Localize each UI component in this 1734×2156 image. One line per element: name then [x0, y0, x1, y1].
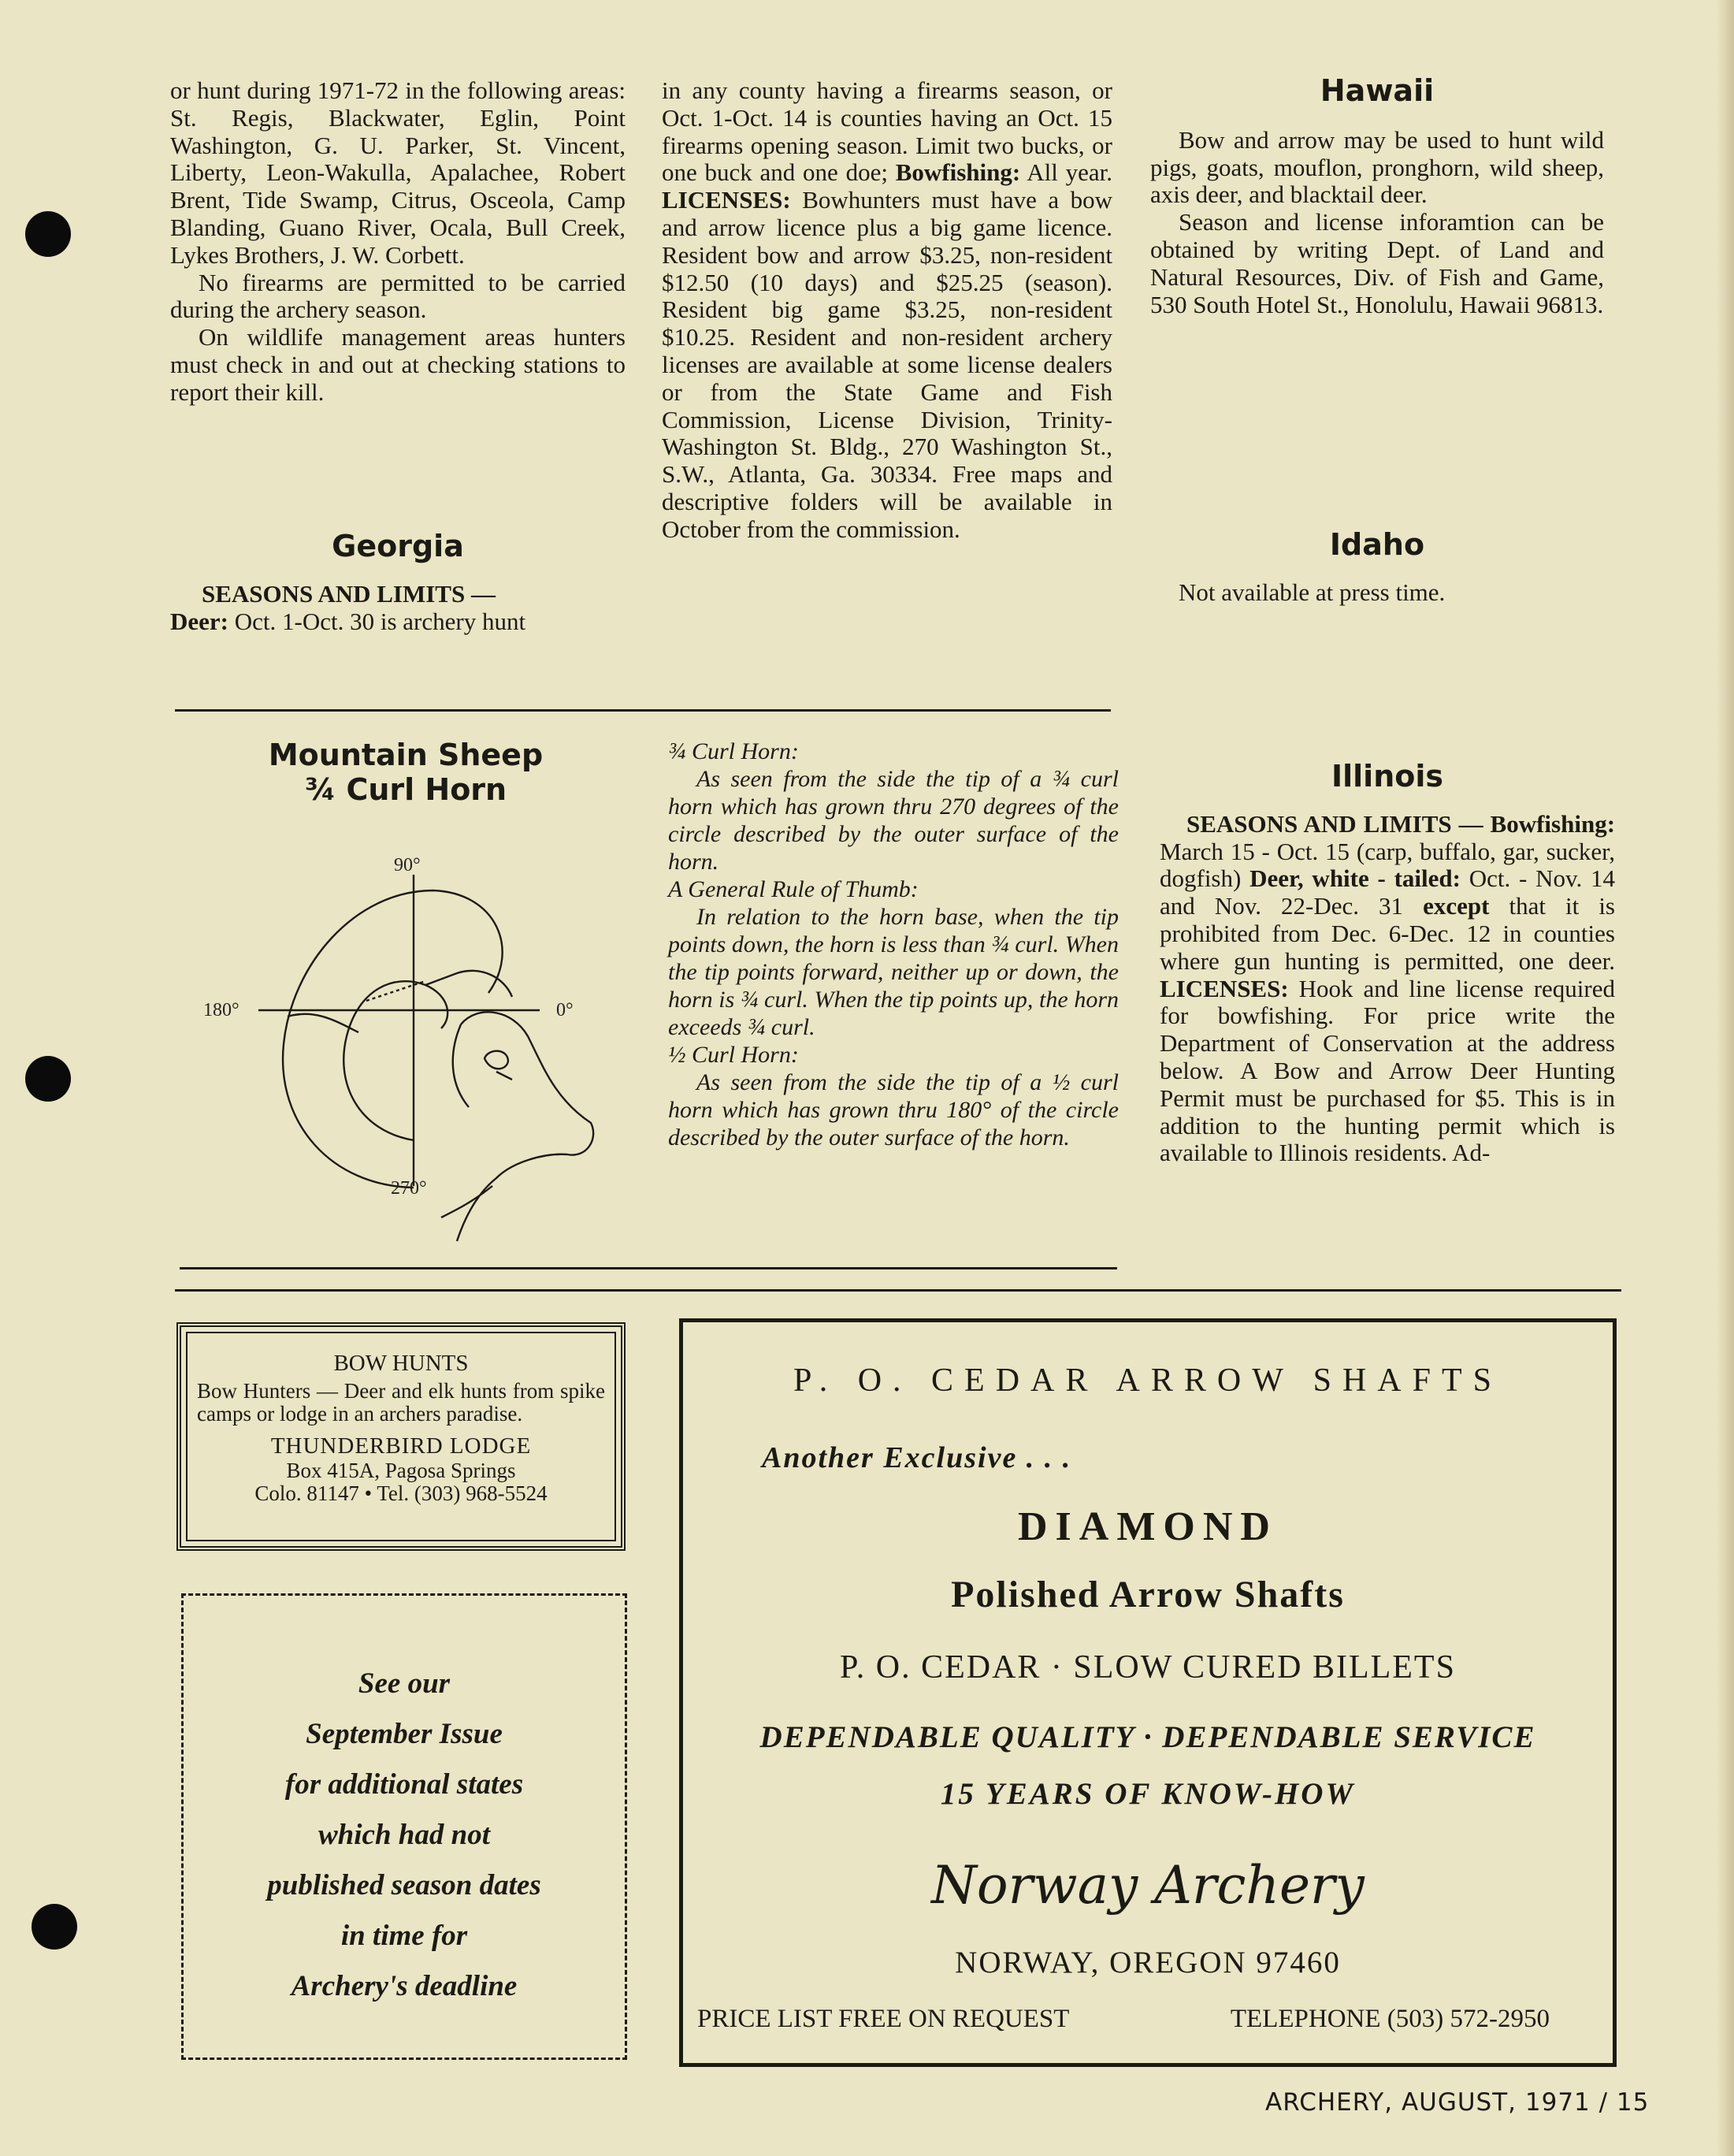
idaho-section	[1150, 527, 1604, 607]
horn-inner	[343, 981, 447, 1140]
georgia-cont-3: Bowhunters must have a bow and arrow licence plus a big game licence. Resident bow and arrow $3.25, non-resident $12.50 (10 days) and $25.25 (season). Resident big game $3.25, non-resident $10.25. Resident and non-resident archery licenses are available at some license dealers or from the State Game and Fish Commission, License Division, Trinity-Washington St. Bldg., 270 Washington St., S.W., Atlanta, Ga. 30334. Free maps and descriptive folders will be available in October from the commission.	[662, 186, 1112, 543]
ad-cedar-quality: DEPENDABLE QUALITY · DEPENDABLE SERVICE	[759, 1720, 1536, 1754]
sheep-eye	[485, 1051, 508, 1069]
ad-sept-line-5: published season dates	[267, 1869, 541, 1901]
page-footer: ARCHERY, AUGUST, 1971 / 15	[1265, 2088, 1650, 2117]
georgia-deer-text: Oct. 1-Oct. 30 is archery hunt	[228, 607, 526, 635]
page-edge	[1717, 0, 1734, 2156]
georgia-continued-text	[662, 77, 1112, 544]
georgia-seasons-label: SEASONS AND LIMITS —	[202, 579, 496, 608]
sheep-title-line-2: ¾ Curl Horn	[304, 772, 507, 807]
checking-stations-text: On wildlife management areas hunters must check in and out at checking stations to report their kill.	[170, 323, 626, 406]
ad-sept-line-6: in time for	[340, 1920, 468, 1952]
ad-cedar-top: P. O. CEDAR ARROW SHAFTS	[793, 1362, 1503, 1399]
ad-cedar-brand-logo: Norway Archery	[931, 1855, 1365, 1916]
divider-bottom	[175, 1289, 1621, 1292]
curl-horn-text	[668, 738, 1119, 1151]
ad-cedar-years: 15 YEARS OF KNOW-HOW	[940, 1777, 1356, 1811]
illinois-seasons-label: SEASONS AND LIMITS —	[1186, 809, 1483, 838]
sheep-cheek	[453, 1024, 469, 1107]
georgia-text	[170, 581, 626, 636]
idaho-heading: Idaho	[1329, 527, 1425, 562]
hawaii-heading: Hawaii	[1320, 73, 1435, 108]
illinois-text-1: March 15 - Oct. 15 (carp, buffalo, gar, sucker, dogfish)	[1160, 837, 1615, 893]
ad-sept-line-1: See our	[358, 1667, 451, 1700]
binder-hole-bottom	[32, 1904, 77, 1950]
column-1	[170, 77, 626, 407]
sheep-title	[221, 738, 591, 807]
bowfishing-label: Bowfishing:	[895, 158, 1021, 187]
ad-bow-hunts	[176, 1322, 626, 1551]
georgia-cont-1: in any county having a firearms season, or Oct. 1-Oct. 14 is counties having an Oct. 15 firearms opening season. Limit two bucks, or one buck and one doe;	[662, 76, 1112, 187]
binder-hole-top	[25, 211, 71, 257]
florida-areas-text: or hunt during 1971-72 in the following areas: St. Regis, Blackwater, Eglin, Point Washington, G. U. Parker, St. Vincent, Liberty, Leon-Wakulla, Apalachee, Robert Brent, Tide Swamp, Citrus, Osceola, Camp Blanding, Guano River, Ocala, Bull Creek, Lykes Brothers, J. W. Corbett.	[170, 76, 626, 269]
ad-sept-line-3: for additional states	[284, 1768, 524, 1801]
ad-cedar-arrow-shafts	[679, 1318, 1617, 2067]
ad-cedar-polished: Polished Arrow Shafts	[951, 1574, 1345, 1615]
ad-september-issue	[181, 1593, 627, 2060]
ad-lodge-address: Box 415A, Pagosa Springs	[286, 1459, 516, 1482]
illinois-text	[1160, 811, 1615, 1167]
ad-lodge-name: THUNDERBIRD LODGE	[270, 1433, 532, 1459]
ad-bow-hunts-text: Bow Hunters — Deer and elk hunts from spike camps or lodge in an archers paradise.	[197, 1379, 605, 1426]
ad-bow-hunts-title: BOW HUNTS	[333, 1351, 469, 1376]
column-3	[1150, 73, 1604, 318]
degree-270-label: 270°	[391, 1178, 427, 1199]
hawaii-text-1: Bow and arrow may be used to hunt wild pigs, goats, mouflon, pronghorn, wild sheep, axis deer, and blacktail deer.	[1150, 125, 1604, 209]
sheep-face	[457, 1012, 593, 1241]
ad-sept-line-7: Archery's deadline	[291, 1970, 518, 2002]
georgia-deer-label: Deer:	[170, 607, 228, 635]
curl-3-4-heading: ¾ Curl Horn:	[668, 738, 799, 764]
georgia-section	[170, 529, 626, 635]
degree-180-label: 180°	[203, 1000, 239, 1020]
ad-cedar-diamond: DIAMOND	[1018, 1504, 1278, 1549]
degree-0-label: 0°	[556, 1000, 574, 1020]
binder-hole-middle	[25, 1056, 71, 1102]
illinois-bowfishing-label: Bowfishing:	[1490, 809, 1616, 838]
idaho-text: Not available at press time.	[1179, 578, 1446, 606]
ad-sept-line-2: September Issue	[306, 1718, 503, 1750]
sheep-jaw	[441, 1186, 492, 1217]
georgia-cont-2: All year.	[1020, 158, 1112, 187]
curl-1-2-heading: ½ Curl Horn:	[668, 1042, 799, 1068]
ad-cedar-billets: P. O. CEDAR · SLOW CURED BILLETS	[840, 1649, 1456, 1686]
curl-3-4-text: As seen from the side the tip of a ¾ curl horn which has grown thru 270 degrees of the circle described by the outer surface of the horn.	[668, 766, 1119, 875]
firearms-text: No firearms are permitted to be carried during the archery season.	[170, 268, 626, 324]
illinois-section	[1160, 759, 1616, 1167]
illinois-text-2: Oct. - Nov. 14 and Nov. 22-Dec. 31	[1160, 864, 1615, 920]
hawaii-text-2: Season and license inforamtion can be obtained by writing Dept. of Land and Natural Resources, Div. of Fish and Game, 530 South Hotel St., Honolulu, Hawaii 96813.	[1150, 208, 1604, 318]
illinois-except-label: except	[1423, 892, 1490, 920]
ad-cedar-city: NORWAY, OREGON 97460	[955, 1946, 1341, 1979]
degree-90-label: 90°	[394, 855, 421, 875]
illinois-text-3: that it is prohibited from Dec. 6-Dec. 12 in counties where gun hunting is permitted, one deer.	[1160, 892, 1615, 975]
ad-bow-hunts-content	[197, 1352, 605, 1505]
sheep-eye-line	[496, 1072, 512, 1080]
horn-curl-diagram	[197, 847, 615, 1253]
illinois-heading: Illinois	[1331, 759, 1444, 794]
georgia-heading: Georgia	[332, 529, 464, 563]
illinois-text-4: Hook and line license required for bowfishing. For price write the Department of Conservation at the address below. A Bow and Arrow Deer Hunting Permit must be purchased for $5. This is in addition to the hunting permit which is available to Illinois residents. Ad-	[1160, 974, 1615, 1167]
ad-september-content	[184, 1659, 625, 2012]
ad-sept-line-4: which had not	[318, 1819, 490, 1851]
column-2	[662, 77, 1112, 544]
illinois-licenses-label: LICENSES:	[1160, 974, 1289, 1002]
rule-of-thumb-text: In relation to the horn base, when the tip points down, the horn is less than ¾ curl. When the tip points forward, neither up or down, the horn is ¾ curl. When the tip points up, the horn exceeds ¾ curl.	[668, 904, 1119, 1040]
rule-of-thumb-heading: A General Rule of Thumb:	[668, 876, 919, 902]
divider-middle	[180, 1267, 1117, 1269]
ad-cedar-exclusive: Another Exclusive . . .	[762, 1441, 1072, 1474]
divider-top	[175, 709, 1111, 712]
ad-cedar-phone: TELEPHONE (503) 572-2950	[1230, 2005, 1550, 2033]
licenses-label: LICENSES:	[662, 186, 791, 214]
ad-lodge-phone: Colo. 81147 • Tel. (303) 968-5524	[254, 1481, 548, 1505]
horn-outer	[283, 890, 503, 1188]
illinois-deer-label: Deer, white - tailed:	[1249, 864, 1461, 893]
ad-cedar-price: PRICE LIST FREE ON REQUEST	[697, 2005, 1070, 2033]
curl-1-2-text: As seen from the side the tip of a ½ curl horn which has grown thru 180° of the circle described by the outer surface of the horn.	[668, 1069, 1119, 1150]
sheep-title-line-1: Mountain Sheep	[268, 738, 544, 772]
